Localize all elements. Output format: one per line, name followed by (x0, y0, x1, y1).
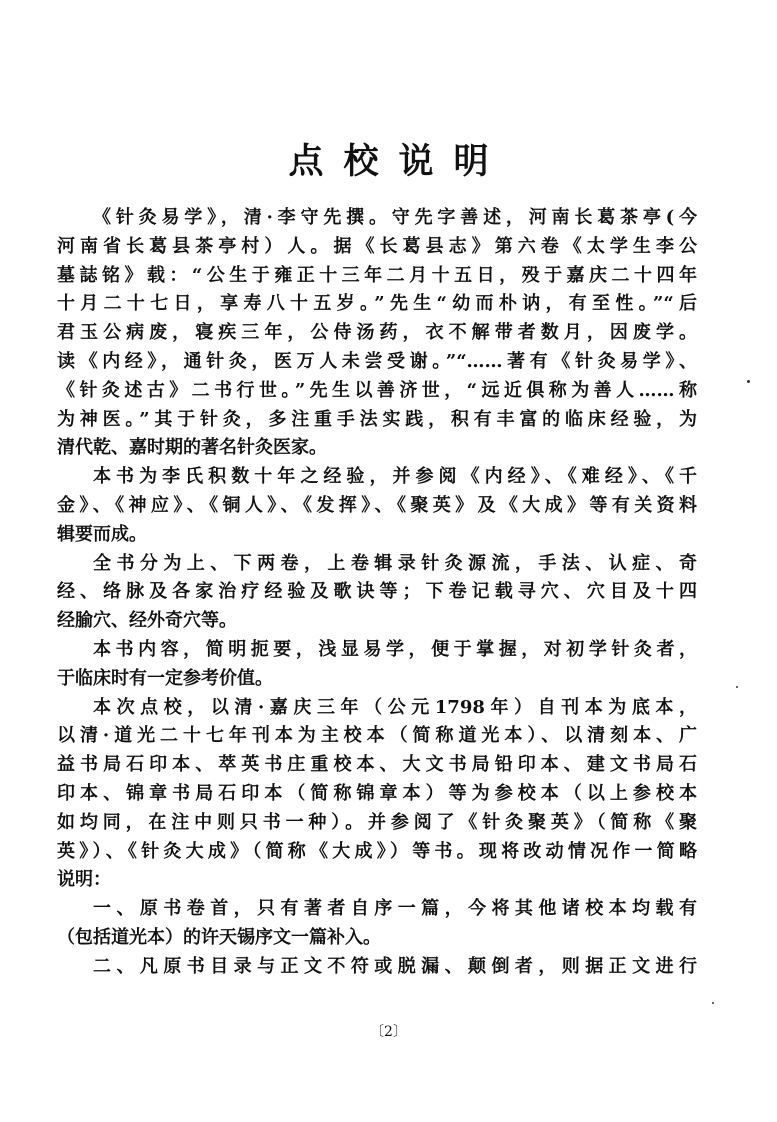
text-line: 十月二十七日，享寿八十五岁。”先生“幼而朴讷，有至性。”“后 (57, 293, 697, 315)
text-line: 经腧穴、经外奇穴等。 (57, 610, 237, 632)
text-line: 本书内容，简明扼要，浅显易学，便于掌握，对初学针灸者， (93, 638, 697, 660)
text-line: （包括道光本）的许天锡序文一篇补入。 (57, 926, 381, 948)
text-line: 二、凡原书目录与正文不符或脱漏、颠倒者，则据正文进行 (93, 955, 697, 977)
page-title: 点校说明 (288, 141, 509, 182)
text-line: 河南省长葛县茶亭村）人。据《长葛县志》第六卷《太学生李公 (57, 235, 697, 257)
text-line: 如均同，在注中则只书一种）。并参阅了《针灸聚英》（简称《聚 (57, 811, 697, 833)
text-line: 印本、锦章书局石印本（简称锦章本）等为参校本（以上参校本 (57, 782, 697, 804)
text-line: 说明： (57, 869, 111, 891)
text-line: 《针灸易学》，清·李守先撰。守先字善述，河南长葛茶亭(今 (93, 207, 697, 228)
text-line: 一、原书卷首，只有著者自序一篇，今将其他诸校本均载有 (93, 898, 697, 920)
text-line: 于临床时有一定参考价值。 (57, 667, 273, 689)
text-line: 墓誌铭》载：“公生于雍正十三年二月十五日，殁于嘉庆二十四年 (57, 264, 697, 286)
page-number: 〔2〕 (370, 1024, 407, 1040)
text-line: 益书局石印本、萃英书庄重校本、大文书局铅印本、建文书局石 (57, 754, 697, 776)
text-line: 为神医。”其于针灸，多注重手法实践，积有丰富的临床经验，为 (57, 408, 697, 430)
body-text (57, 204, 697, 982)
text-line: 辑要而成。 (57, 523, 147, 545)
text-line: 清代乾、嘉时期的著名针灸医家。 (57, 437, 327, 459)
text-line: 英》）、《针灸大成》（简称《大成》）等书。现将改动情况作一简略 (57, 840, 697, 862)
scan-speck (736, 686, 738, 688)
text-line: 本次点校，以清·嘉庆三年（公元1798年）自刊本为底本， (93, 696, 697, 718)
text-line: 金》、《神应》、《铜人》、《发挥》、《聚英》及《大成》等有关资料 (57, 494, 697, 516)
scan-speck (712, 1002, 714, 1004)
text-line: 君玉公病废，寝疾三年，公侍汤药，衣不解带者数月，因废学。 (57, 322, 697, 344)
text-line: 《针灸述古》二书行世。”先生以善济世，“远近俱称为善人……称 (57, 379, 697, 401)
text-line: 经、络脉及各家治疗经验及歌诀等；下卷记载寻穴、穴目及十四 (57, 581, 697, 603)
text-line: 全书分为上、下两卷，上卷辑录针灸源流，手法、认症、奇 (93, 552, 697, 574)
scan-speck (747, 380, 750, 383)
text-line: 本书为李氏积数十年之经验，并参阅《内经》、《难经》、《千 (93, 466, 697, 488)
text-line: 以清·道光二十七年刊本为主校本（简称道光本）、以清刻本、广 (57, 725, 697, 747)
text-line: 读《内经》，通针灸，医万人未尝受谢。”“……著有《针灸易学》、 (57, 350, 697, 372)
